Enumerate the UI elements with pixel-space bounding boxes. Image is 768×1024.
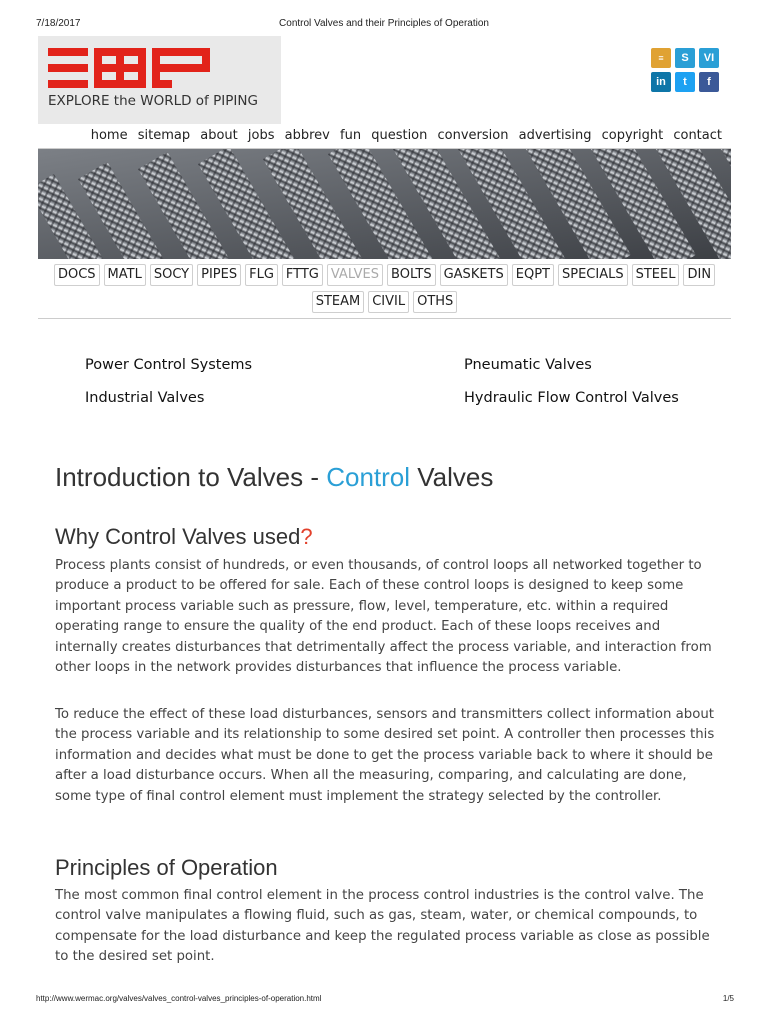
paragraph-load-disturbances: To reduce the effect of these load disturbances, sensors and transmitters collect information about the process variable and its relationship to some desired set point. A controller then processes this information and decides what must be done to get the process variable back to where it should be after a load disturbance occurs. When all the measuring, comparing, and calculating are done, some type of final control element must implement the strategy selected by the controller. (55, 707, 715, 804)
category-docs[interactable]: DOCS (54, 264, 100, 286)
twitter-icon[interactable]: t (675, 72, 695, 92)
print-url: http://www.wermac.org/valves/valves_control-valves_principles-of-operation.html (36, 994, 322, 1003)
category-din[interactable]: DIN (683, 264, 715, 286)
category-specials[interactable]: SPECIALS (558, 264, 628, 286)
s-icon[interactable]: S (675, 48, 695, 68)
category-flg[interactable]: FLG (245, 264, 278, 286)
linkedin-icon[interactable]: in (651, 72, 671, 92)
nav-link-contact[interactable]: contact (673, 128, 722, 143)
facebook-icon[interactable]: f (699, 72, 719, 92)
nav-link-copyright[interactable]: copyright (601, 128, 664, 143)
category-valves[interactable]: VALVES (327, 264, 383, 286)
ad-link-pneumatic-valves[interactable]: Pneumatic Valves (464, 357, 592, 373)
section-heading-principles: Principles of Operation (55, 855, 278, 880)
site-logo-area[interactable] (38, 36, 281, 124)
top-nav (38, 128, 722, 143)
nav-link-abbrev[interactable]: abbrev (284, 128, 330, 143)
category-socy[interactable]: SOCY (150, 264, 193, 286)
nav-link-sitemap[interactable]: sitemap (137, 128, 191, 143)
banner-image-threaded-studs (38, 149, 731, 259)
category-nav-row-1 (38, 264, 731, 286)
category-civil[interactable]: CIVIL (368, 291, 409, 313)
category-nav-row-2 (38, 291, 731, 313)
category-divider (38, 318, 731, 319)
nav-link-fun[interactable]: fun (340, 128, 362, 143)
paragraph-control-loops: Process plants consist of hundreds, or even thousands, of control loops all networked together to produce a product to be offered for sale. Each of these control loops is designed to keep some important process variable such as pressure, flow, level, temperature, etc. within a required operating range to ensure the quality of the end product. Each of these loops receives and internally creates disturbances that detrimentally affect the process variable, and interaction from other loops in the network provides disturbances that influence the process variable. (55, 558, 712, 676)
nav-link-advertising[interactable]: advertising (518, 128, 592, 143)
print-page-number: 1/5 (722, 994, 734, 1003)
section-heading-why (55, 524, 313, 550)
category-eqpt[interactable]: EQPT (512, 264, 554, 286)
category-matl[interactable]: MATL (104, 264, 146, 286)
category-fttg[interactable]: FTTG (282, 264, 323, 286)
category-steam[interactable]: STEAM (312, 291, 365, 313)
article-title (55, 462, 493, 493)
category-oths[interactable]: OTHS (413, 291, 457, 313)
category-steel[interactable]: STEEL (632, 264, 680, 286)
paragraph-final-control-element: The most common final control element in the process control industries is the control valve. The control valve manipulates a flowing fluid, such as gas, steam, water, or chemical compounds, to compensate for the load disturbance and keep the regulated process variable as close as possible to the desired set point. (55, 888, 710, 965)
nav-link-about[interactable]: about (200, 128, 238, 143)
vi-icon[interactable]: VI (699, 48, 719, 68)
category-pipes[interactable]: PIPES (197, 264, 241, 286)
nav-link-conversion[interactable]: conversion (437, 128, 509, 143)
nav-link-home[interactable]: home (90, 128, 128, 143)
category-bolts[interactable]: BOLTS (387, 264, 436, 286)
article-title-prefix: Introduction to Valves - (55, 462, 327, 492)
ad-link-industrial-valves[interactable]: Industrial Valves (85, 390, 205, 406)
section-heading-why-mark: ? (300, 524, 313, 549)
nav-link-jobs[interactable]: jobs (247, 128, 275, 143)
article-title-suffix: Valves (410, 462, 494, 492)
rss-icon[interactable]: ≡ (651, 48, 671, 68)
ad-link-power-control-systems[interactable]: Power Control Systems (85, 357, 253, 373)
ad-link-hydraulic-flow-control-valves[interactable]: Hydraulic Flow Control Valves (464, 390, 679, 406)
print-date: 7/18/2017 (36, 18, 81, 29)
print-title: Control Valves and their Principles of Operation (279, 18, 489, 29)
ewp-logo-icon (48, 48, 213, 88)
section-heading-why-text: Why Control Valves used (55, 524, 301, 549)
nav-link-question[interactable]: question (371, 128, 428, 143)
site-tagline: EXPLORE the WORLD of PIPING (48, 93, 258, 109)
article-title-highlight: Control (326, 462, 411, 492)
category-gaskets[interactable]: GASKETS (440, 264, 508, 286)
